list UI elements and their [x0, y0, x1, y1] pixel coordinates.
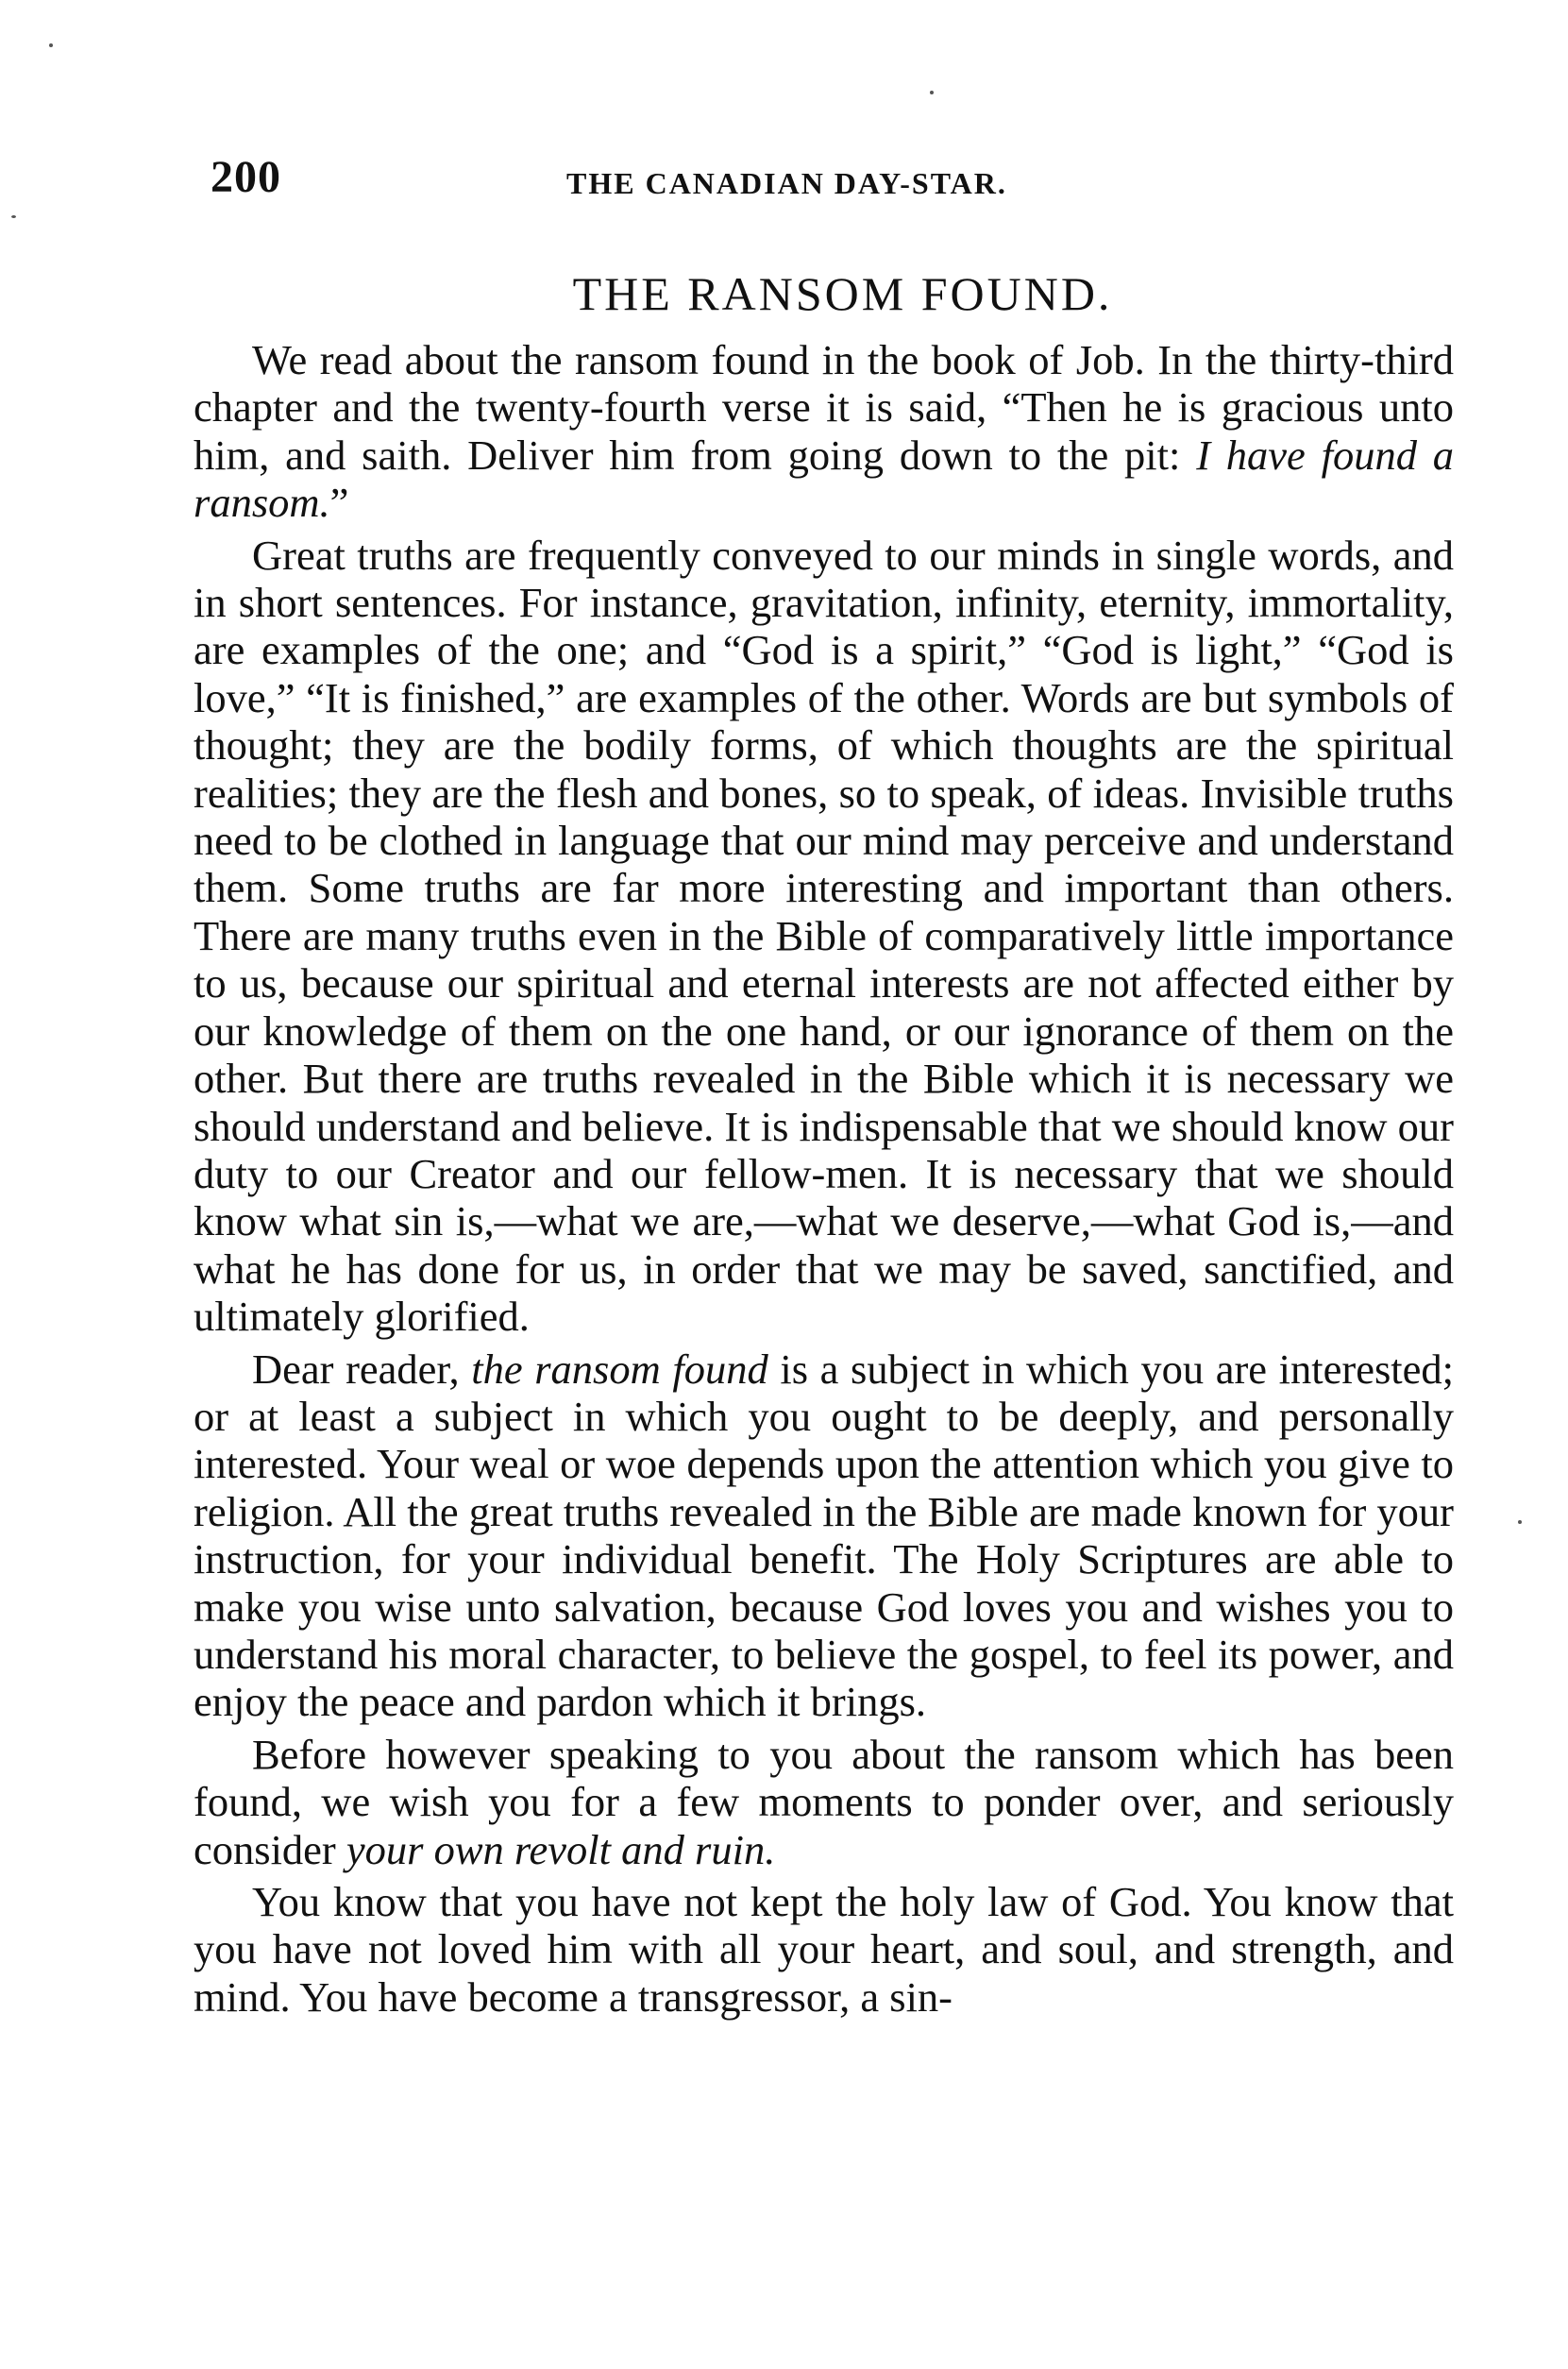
- article-body: [194, 336, 1454, 2021]
- emphasis: I have found a ransom.: [194, 431, 1454, 527]
- print-speck: [930, 91, 934, 94]
- emphasis: the ransom found: [471, 1345, 768, 1393]
- paragraph-2: Great truths are frequently conveyed to our minds in single words, and in short sentences. For instance, gravitation, infinity, eternity, immortality, are examples of the one; and “God is a spirit,” “God is light,” “God is love,” “It is finished,” are examples of the other. Words are but symbols of thought; they are the bodily forms, of which thoughts are the spiritual realities; they are the flesh and bones, so to speak, of ideas. Invisible truths need to be clothed in language that our mind may perceive and understand them. Some truths are far more interesting and important than others. There are many truths even in the Bible of comparatively little importance to us, because our spiritual and eternal interests are not affected either by our knowledge of them on the one hand, or our ignorance of them on the other. But there are truths revealed in the Bible which it is necessary we should understand and believe. It is indispensable that we should know our duty to our Creator and our fellow-men. It is necessary that we should know what sin is,—what we are,—what we deserve,—what God is,—and what he has done for us, in order that we may be saved, sanctified, and ultimately glorified.: [194, 531, 1454, 1341]
- page-number: 200: [211, 152, 281, 202]
- running-head: [194, 151, 1454, 227]
- emphasis: your own revolt and ruin.: [346, 1825, 776, 1873]
- print-speck: [1518, 1520, 1522, 1524]
- print-speck: [49, 43, 53, 47]
- paragraph-4: Before however speaking to you about the ransom which has been found, we wish you for a few moments to ponder over, and seriously consider your own revolt and ruin.: [194, 1730, 1454, 1873]
- paragraph-3: Dear reader, the ransom found is a subject in which you are interested; or at least a subject in which you ought to be deeply, and personally interested. Your weal or woe depends upon the attention which you give to religion. All the great truths revealed in the Bible are made known for your instruction, for your individual benefit. The Holy Scriptures are able to make you wise unto salvation, because God loves you and wishes you to understand his moral character, to believe the gospel, to feel its power, and enjoy the peace and pardon which it brings.: [194, 1345, 1454, 1726]
- paragraph-1: We read about the ransom found in the book of Job. In the thirty-third chapter and the twenty-fourth verse it is said, “Then he is gracious unto him, and saith. Deliver him from going down to the pit: I have found a ransom.”: [194, 336, 1454, 527]
- paragraph-5: You know that you have not kept the holy law of God. You know that you have not loved him with all your heart, and soul, and strength, and mind. You have become a transgressor, a sin-: [194, 1878, 1454, 2021]
- running-title: THE CANADIAN DAY-STAR.: [566, 166, 1007, 200]
- print-speck: [11, 215, 16, 218]
- article-title: THE RANSOM FOUND.: [572, 267, 1113, 320]
- book-page: [194, 151, 1454, 2021]
